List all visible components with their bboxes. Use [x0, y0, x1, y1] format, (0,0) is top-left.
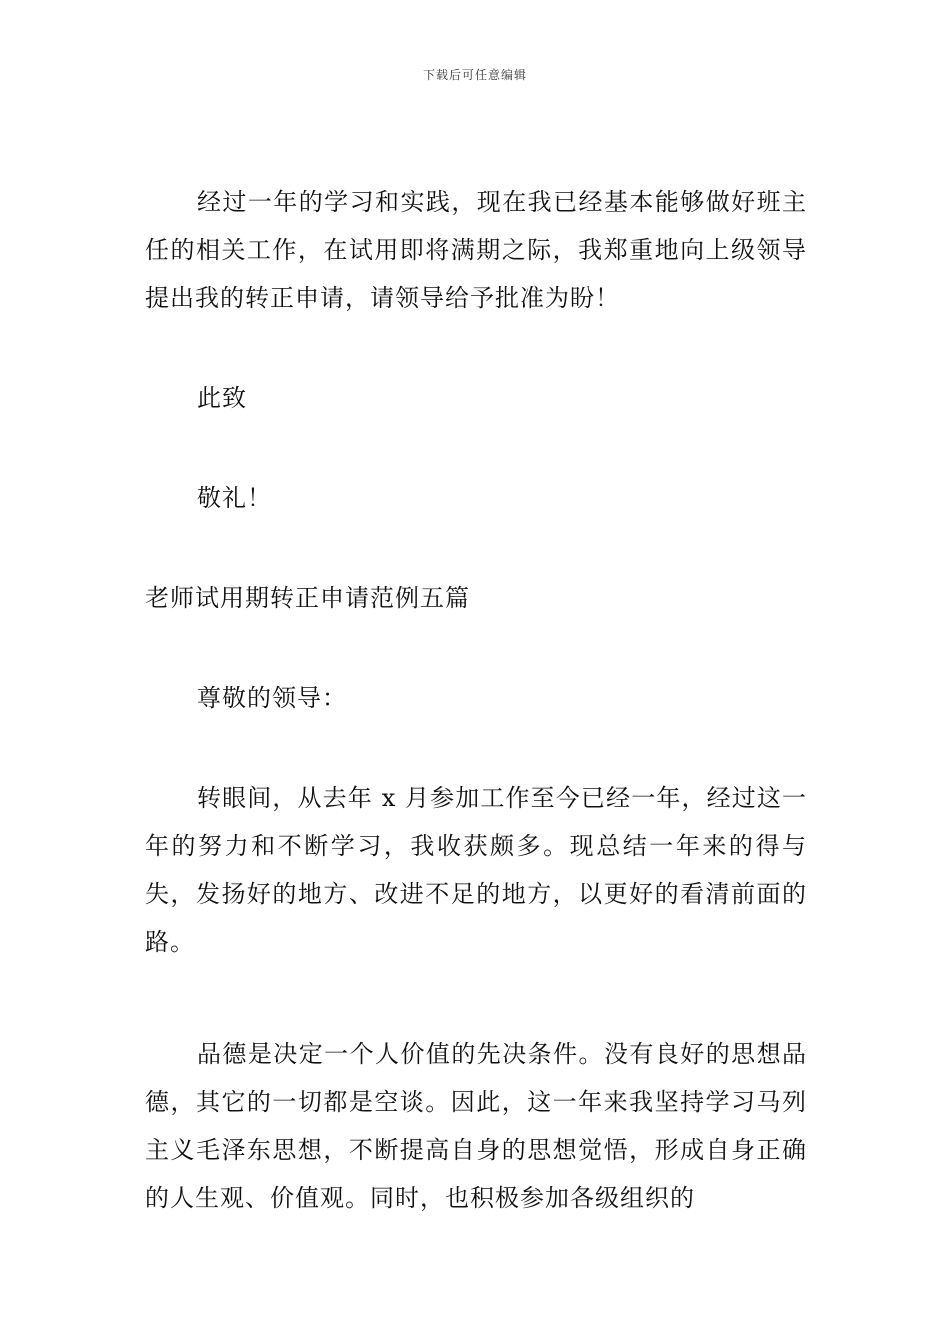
salutation: 尊敬的领导：: [197, 684, 347, 712]
header-note: 下载后可任意编辑: [422, 68, 527, 82]
section-title: 老师试用期转正申请范例五篇: [145, 584, 470, 612]
paragraph-1: 经过一年的学习和实践，现在我已经基本能够做好班主任的相关工作，在试用即将满期之际，我郑重地向上级领导提出我的转正申请，请领导给予批准为盼！: [145, 188, 807, 312]
paragraph-3: 品德是决定一个人价值的先决条件。没有良好的思想品德，其它的一切都是空谈。因此，这一年来我坚持学习马列主义毛泽东思想，不断提高自身的思想觉悟，形成自身正确的人生观、价值观。同时，也积极参加各级组织的: [145, 1040, 807, 1212]
paragraph-2: 转眼间，从去年 x 月参加工作至今已经一年，经过这一年的努力和不断学习，我收获颇多。现总结一年来的得与失，发扬好的地方、改进不足的地方，以更好的看清前面的路。: [145, 784, 807, 956]
closing-line-2: 敬礼！: [197, 484, 272, 512]
closing-line-1: 此致: [197, 384, 247, 412]
document-body: [145, 178, 807, 1222]
